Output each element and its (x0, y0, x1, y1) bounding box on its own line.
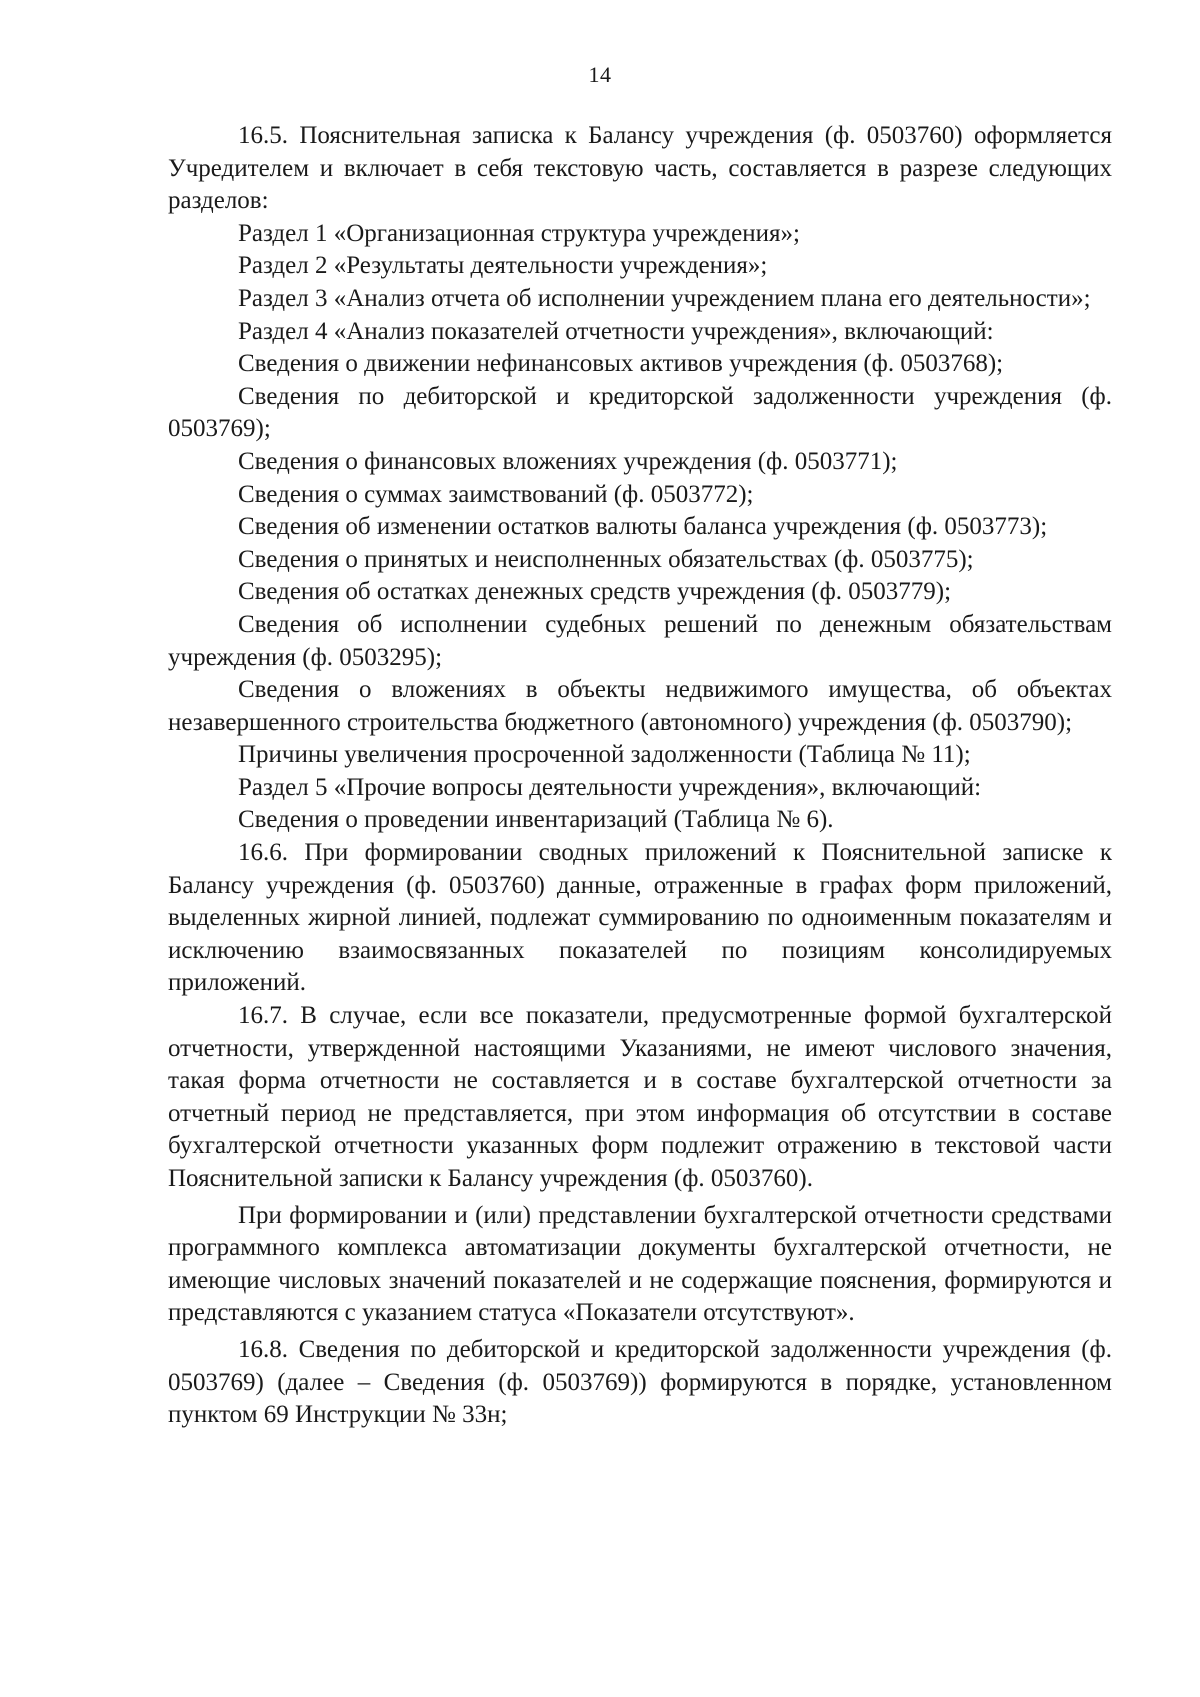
section-5-item: Раздел 5 «Прочие вопросы деятельности учреждения», включающий: (238, 773, 982, 801)
form-0503769-item: Сведения по дебиторской и кредиторской задолженности учреждения (ф. 0503769); (168, 382, 1112, 443)
form-0503295-item: Сведения об исполнении судебных решений по денежным обязательствам учреждения (ф. 0503295); (168, 610, 1112, 671)
paragraph-software-note: При формировании и (или) представлении бухгалтерской отчетности средствами программного комплекса автоматизации документы бухгалтерской отчетности, не имеющие числовых значений показателей и не содержащие пояснения, формируются и представляются с указанием статуса «Показатели отсутствуют». (168, 1201, 1112, 1327)
form-0503773-item: Сведения об изменении остатков валюты баланса учреждения (ф. 0503773); (238, 513, 1048, 541)
table-6-item: Сведения о проведении инвентаризаций (Таблица № 6). (238, 806, 834, 834)
paragraph-16-5: 16.5. Пояснительная записка к Балансу учреждения (ф. 0503760) оформляется Учредителем и включает в себя текстовую часть, составляется в разрезе следующих разделов: (168, 122, 1112, 215)
section-1-item: Раздел 1 «Организационная структура учреждения»; (238, 219, 800, 247)
section-4-item: Раздел 4 «Анализ показателей отчетности учреждения», включающий: (238, 317, 994, 345)
document-body (168, 120, 1112, 1432)
section-2-item: Раздел 2 «Результаты деятельности учреждения»; (238, 252, 768, 280)
form-0503771-item: Сведения о финансовых вложениях учреждения (ф. 0503771); (238, 447, 898, 475)
page-number: 14 (588, 62, 612, 87)
paragraph-16-6: 16.6. При формировании сводных приложений к Пояснительной записке к Балансу учреждения (ф. 0503760) данные, отраженные в графах форм приложений, выделенных жирной линией, подлежат суммированию по одноименным показателям и исключению взаимосвязанных показателей по позициям консолидируемых приложений. (168, 839, 1112, 997)
paragraph-16-8: 16.8. Сведения по дебиторской и кредиторской задолженности учреждения (ф. 0503769) (далее – Сведения (ф. 0503769)) формируются в порядке, установленном пунктом 69 Инструкции № 33н; (168, 1335, 1112, 1429)
table-11-item: Причины увеличения просроченной задолженности (Таблица № 11); (238, 741, 971, 769)
form-0503790-item: Сведения о вложениях в объекты недвижимого имущества, об объектах незавершенного строительства бюджетного (автономного) учреждения (ф. 0503790); (168, 676, 1112, 736)
form-0503768-item: Сведения о движении нефинансовых активов учреждения (ф. 0503768); (238, 350, 1004, 378)
form-0503779-item: Сведения об остатках денежных средств учреждения (ф. 0503779); (238, 578, 952, 606)
section-3-item: Раздел 3 «Анализ отчета об исполнении учреждением плана его деятельности»; (238, 284, 1091, 312)
paragraph-16-7: 16.7. В случае, если все показатели, предусмотренные формой бухгалтерской отчетности, утвержденной настоящими Указаниями, не имеют числового значения, такая форма отчетности не составляется и в составе бухгалтерской отчетности за отчетный период не представляется, при этом информация об отсутствии в составе бухгалтерской отчетности указанных форм подлежит отражению в текстовой части Пояснительной записки к Балансу учреждения (ф. 0503760). (168, 1002, 1112, 1192)
form-0503772-item: Сведения о суммах заимствований (ф. 0503772); (238, 480, 754, 508)
form-0503775-item: Сведения о принятых и неисполненных обязательствах (ф. 0503775); (238, 545, 974, 573)
